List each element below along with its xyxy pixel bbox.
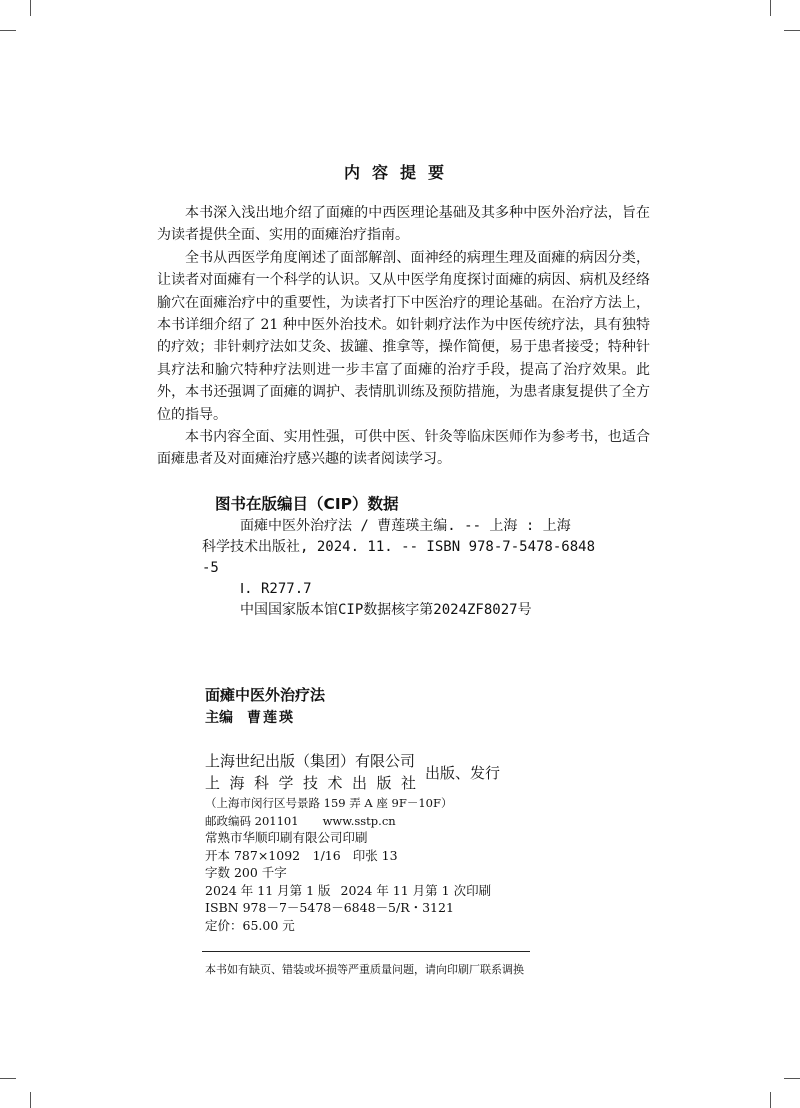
publication-details — [205, 829, 491, 934]
printer: 常熟市华顺印刷有限公司印刷 — [205, 830, 368, 845]
crop-mark-bottom-left-h — [0, 1078, 16, 1079]
crop-mark-bottom-right — [770, 1092, 771, 1108]
publisher-names — [205, 750, 426, 794]
editor-line — [205, 707, 295, 727]
summary-paragraph-3: 本书内容全面、实用性强，可供中医、针灸等临床医师作为参考书，也适合面瘫患者及对面瘫治疗感兴趣的读者阅读学习。 — [157, 429, 650, 468]
summary-text — [157, 202, 650, 471]
edition-line — [205, 882, 491, 900]
wordcount: 字数 200 千字 — [205, 865, 287, 880]
cip-line-3: -5 — [202, 560, 219, 576]
postal-code: 邮政编码 201101 — [205, 814, 299, 828]
book-title: 面瘫中医外治疗法 — [205, 686, 326, 704]
crop-mark-top-left-h — [0, 30, 16, 31]
cip-line-2: 科学技术出版社, 2024. 11. -- ISBN 978-7-5478-6848 — [202, 539, 596, 555]
cip-heading: 图书在版编目（CIP）数据 — [215, 495, 399, 513]
cip-line-4: Ⅰ. R277.7 — [240, 581, 312, 597]
crop-mark-top-right — [770, 0, 771, 16]
format-line — [205, 847, 491, 865]
editor-label: 主编 — [205, 710, 233, 726]
printing: 2024 年 11 月第 1 次印刷 — [340, 882, 492, 898]
cip-record — [202, 516, 652, 621]
publisher-website: www.sstp.cn — [322, 814, 396, 828]
publisher-group: 上海世纪出版（集团）有限公司 — [205, 752, 416, 770]
cip-line-1: 面瘫中医外治疗法 / 曹莲瑛主编. -- 上海 : 上海 — [240, 518, 571, 534]
isbn: ISBN 978－7－5478－6848－5/R・3121 — [205, 900, 454, 915]
crop-mark-top-right-h — [784, 30, 800, 31]
sheets: 印张 13 — [352, 847, 398, 863]
crop-mark-top-left — [30, 0, 31, 16]
summary-title: 内容提要 — [343, 163, 456, 182]
publisher-address: （上海市闵行区号景路 159 弄 A 座 9F－10F） — [205, 796, 453, 810]
publisher-house: 上海科学技术出版社 — [205, 774, 426, 792]
cip-line-5: 中国国家版本馆CIP数据核字第2024ZF8027号 — [240, 602, 532, 618]
crop-mark-bottom-left — [30, 1092, 31, 1108]
footer-rule — [202, 951, 530, 952]
publisher-role: 出版、发行 — [425, 764, 501, 782]
format: 开本 787×1092 1/16 — [205, 847, 341, 863]
summary-paragraph-2: 全书从西医学角度阐述了面部解剖、面神经的病理生理及面瘫的病因分类，让读者对面瘫有一个科学的认识。又从中医学角度探讨面瘫的病因、病机及经络腧穴在面瘫治疗中的重要性，为读者打下中医治疗的理论基础。在治疗方法上，本书详细介绍了 21 种中医外治技术。如针刺疗法作为中医传统疗法，具有独特的疗效；非针刺疗法如艾灸、拔罐、推拿等，操作简便，易于患者接受；特种针具疗法和腧穴特种疗法则进一步丰富了面瘫的治疗手段，提高了治疗效果。此外，本书还强调了面瘫的调护、表情肌训练及预防措施，为患者康复提供了全方位的指导。 — [157, 249, 650, 423]
crop-mark-bottom-right-h — [784, 1078, 800, 1079]
price: 定价：65.00 元 — [205, 917, 295, 933]
postal-line — [205, 813, 396, 829]
edition: 2024 年 11 月第 1 版 — [205, 882, 331, 898]
summary-paragraph-1: 本书深入浅出地介绍了面瘫的中西医理论基础及其多种中医外治疗法，旨在为读者提供全面、实用的面瘫治疗指南。 — [157, 205, 650, 244]
footer-note: 本书如有缺页、错装或坏损等严重质量问题，请向印刷厂联系调换 — [205, 963, 524, 976]
editor-name: 曹莲瑛 — [247, 710, 295, 726]
